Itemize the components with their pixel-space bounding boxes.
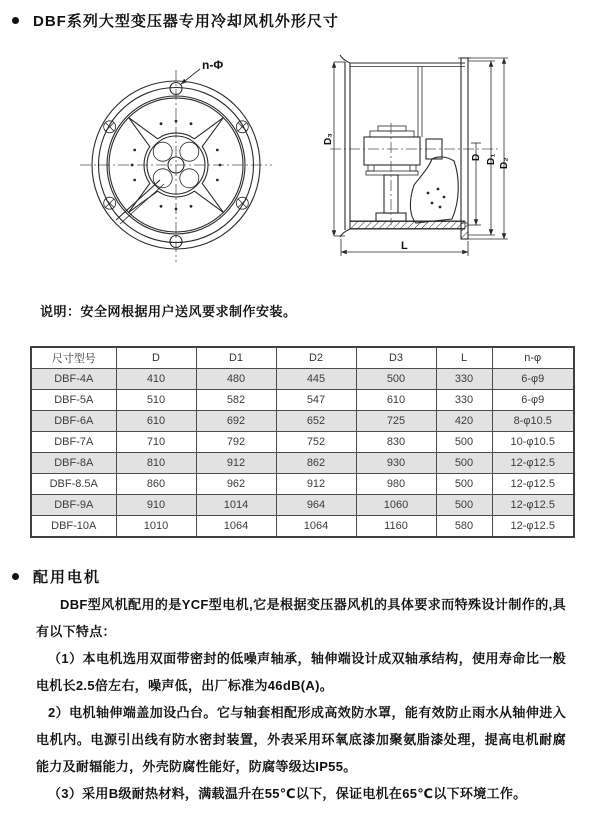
table-cell: 1014 [196,495,276,516]
dim-d3 [323,62,345,236]
inlet-flange [340,55,350,237]
column-header: D1 [196,347,276,369]
table-cell: 500 [436,474,492,495]
table-cell: 500 [356,369,436,390]
table-cell: 12-φ12.5 [492,453,574,474]
table-cell: 830 [356,432,436,453]
dim-d-label: D [471,153,482,161]
table-row [31,369,574,390]
dim-d [468,143,482,225]
table-cell: 445 [276,369,356,390]
table-row [31,411,574,432]
table-cell: 330 [436,369,492,390]
table-row [31,474,574,495]
table-cell: 810 [116,453,196,474]
column-header: D2 [276,347,356,369]
table-cell: 580 [436,516,492,538]
motor-paragraph: DBF型风机配用的是YCF型电机,它是根据变压器风机的具体要求而特殊设计制作的,具有以下特点： [36,597,566,639]
dim-d2-label: D₂ [499,157,510,169]
table-cell: 912 [276,474,356,495]
motor-paragraph: （1）本电机选用双面带密封的低噪声轴承，轴伸端设计成双轴承结构，使用寿命比一般电机长2.5倍左右，噪声低，出厂标准为46dB(A)。 [36,651,566,693]
table-cell: 1010 [116,516,196,538]
table-cell: 547 [276,390,356,411]
bullet-icon [12,573,19,580]
table-cell: 912 [196,453,276,474]
table-cell: 792 [196,432,276,453]
table-cell: DBF-5A [31,390,116,411]
motor-assembly [364,67,442,226]
dim-d2 [468,58,510,239]
table-cell: DBF-8A [31,453,116,474]
table-cell: 725 [356,411,436,432]
table-cell: 6-φ9 [492,369,574,390]
table-cell: 980 [356,474,436,495]
table-cell: 610 [116,411,196,432]
table-cell: 964 [276,495,356,516]
table-cell: 8-φ10.5 [492,411,574,432]
table-cell: 862 [276,453,356,474]
table-cell: DBF-8.5A [31,474,116,495]
dim-l-label: L [401,240,408,252]
table-row [31,495,574,516]
table-cell: 480 [196,369,276,390]
table-row [31,516,574,538]
column-header: L [436,347,492,369]
table-cell: 610 [356,390,436,411]
table-cell: 330 [436,390,492,411]
dim-d1-label: D₁ [486,153,497,165]
column-header: D [116,347,196,369]
dim-d1 [468,61,497,235]
installation-note: 说明：安全网根据用户送风要求制作安装。 [40,304,297,319]
table-cell: 12-φ12.5 [492,516,574,538]
table-row [31,453,574,474]
table-cell: 710 [116,432,196,453]
table-row [31,432,574,453]
table-cell: 10-φ10.5 [492,432,574,453]
table-cell: DBF-4A [31,369,116,390]
bullet-icon [12,17,19,24]
table-cell: 500 [436,432,492,453]
column-header: 尺寸型号 [31,347,116,369]
table-cell: 860 [116,474,196,495]
hole-count-label: n-Φ [202,58,224,72]
table-cell: 500 [436,495,492,516]
table-cell: DBF-9A [31,495,116,516]
table-cell: 652 [276,411,356,432]
table-row [31,390,574,411]
motor-paragraphs [36,591,566,807]
table-cell: 500 [436,453,492,474]
fan-housing [350,63,465,229]
table-cell: 752 [276,432,356,453]
table-cell: 1060 [356,495,436,516]
table-cell: 6-φ9 [492,390,574,411]
fan-side-view-drawing [323,53,578,268]
column-header: n-φ [492,347,574,369]
column-header: D3 [356,347,436,369]
table-cell: 930 [356,453,436,474]
motor-section-heading-row [12,566,101,587]
size-table-header-row [31,347,574,369]
table-cell: 1064 [276,516,356,538]
blade-edge-line [116,180,160,220]
dim-l [341,239,468,256]
table-cell: 510 [116,390,196,411]
blade-edge-line-2 [120,184,164,224]
outlet-flange [458,58,471,239]
table-cell: 420 [436,411,492,432]
fan-front-view-drawing [52,56,322,271]
page-title: DBF系列大型变压器专用冷却风机外形尺寸 [33,13,339,30]
table-cell: 1160 [356,516,436,538]
page-title-row [12,10,339,31]
table-cell: DBF-10A [31,516,116,538]
dim-d3-label: D₃ [323,133,334,145]
dimension-table [30,346,575,538]
table-cell: 410 [116,369,196,390]
table-cell: 12-φ12.5 [492,474,574,495]
table-cell: 582 [196,390,276,411]
table-cell: 962 [196,474,276,495]
motor-section-heading: 配用电机 [33,569,102,586]
table-cell: 1064 [196,516,276,538]
size-table-body [31,369,574,538]
table-cell: 692 [196,411,276,432]
table-cell: 12-φ12.5 [492,495,574,516]
motor-paragraph: 2）电机轴伸端盖加设凸台。它与轴套相配形成高效防水罩，能有效防止雨水从轴伸进入电机内。电源引出线有防水密封装置，外表采用环氧底漆加聚氨脂漆处理，提高电机耐腐能力及耐辐能力，外壳防腐性能好，防腐等级达IP55。 [36,705,566,774]
table-cell: DBF-7A [31,432,116,453]
impeller-blade [410,157,458,223]
motor-paragraph: （3）采用B级耐热材料，满载温升在55℃以下，保证电机在65℃以下环境工作。 [48,786,527,801]
table-cell: DBF-6A [31,411,116,432]
table-cell: 910 [116,495,196,516]
